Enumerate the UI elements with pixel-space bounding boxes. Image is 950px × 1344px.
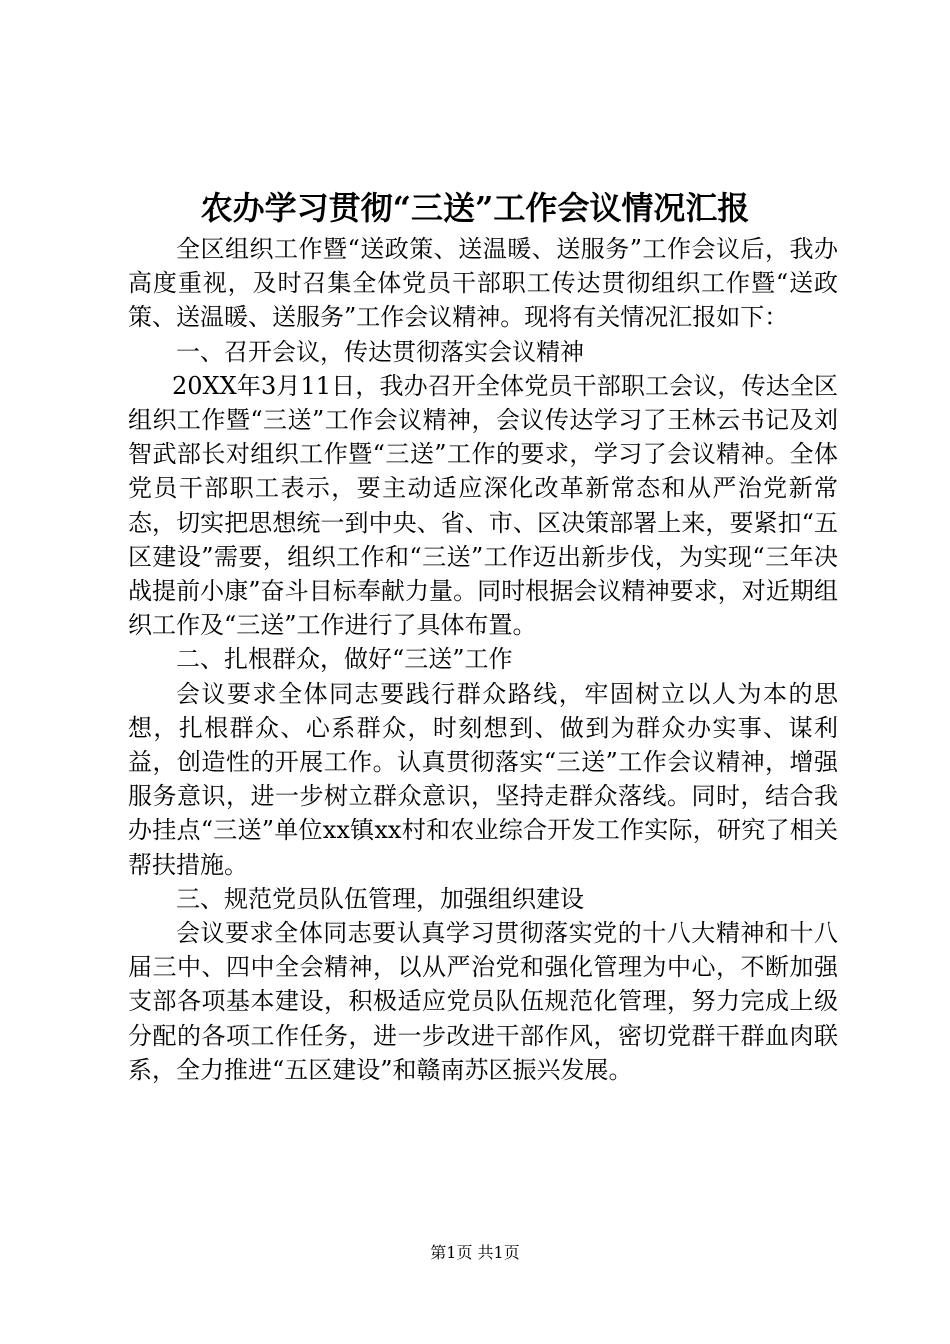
section-paragraph-3: 会议要求全体同志要认真学习贯彻落实党的十八大精神和十八届三中、四中全会精神，以从严治党和强化管理为中心，不断加强支部各项基本建设，积极适应党员队伍规范化管理，努力完成上级分配的各项工作任务，进一步改进干部作风，密切党群干群血肉联系，全力推进“五区建设”和赣南苏区振兴发展。 xyxy=(128,919,838,1084)
document-title: 农办学习贯彻“三送”工作会议情况汇报 xyxy=(200,189,750,227)
page-footer: 第1页 共1页 xyxy=(430,1243,520,1262)
section-paragraph-1: 20XX年3月11日，我办召开全体党员干部职工会议，传达全区组织工作暨“三送”工作会议精神，会议传达学习了王林云书记及刘智武部长对组织工作暨“三送”工作的要求，学习了会议精神。全体党员干部职工表示，要主动适应深化改革新常态和从严治党新常态，切实把思想统一到中央、省、市、区决策部署上来，要紧扣“五区建设”需要，组织工作和“三送”工作迈出新步伐，为实现“三年决战提前小康”奋斗目标奉献力量。同时根据会议精神要求，对近期组织工作及“三送”工作进行了具体布置。 xyxy=(128,371,838,640)
section-heading-2: 二、扎根群众，做好“三送”工作 xyxy=(176,645,513,674)
document-body xyxy=(128,232,838,1087)
section-heading-1: 一、召开会议，传达贯彻落实会议精神 xyxy=(176,337,584,366)
intro-paragraph: 全区组织工作暨“送政策、送温暖、送服务”工作会议后，我办高度重视，及时召集全体党员干部职工传达贯彻组织工作暨“送政策、送温暖、送服务”工作会议精神。现将有关情况汇报如下： xyxy=(128,235,838,332)
section-paragraph-2: 会议要求全体同志要践行群众路线，牢固树立以人为本的思想，扎根群众、心系群众，时刻想到、做到为群众办实事、谋利益，创造性的开展工作。认真贯彻落实“三送”工作会议精神，增强服务意识，进一步树立群众意识，坚持走群众落线。同时，结合我办挂点“三送”单位xx镇xx村和农业综合开发工作实际，研究了相关帮扶措施。 xyxy=(128,679,838,879)
section-heading-3: 三、规范党员队伍管理，加强组织建设 xyxy=(176,884,584,913)
